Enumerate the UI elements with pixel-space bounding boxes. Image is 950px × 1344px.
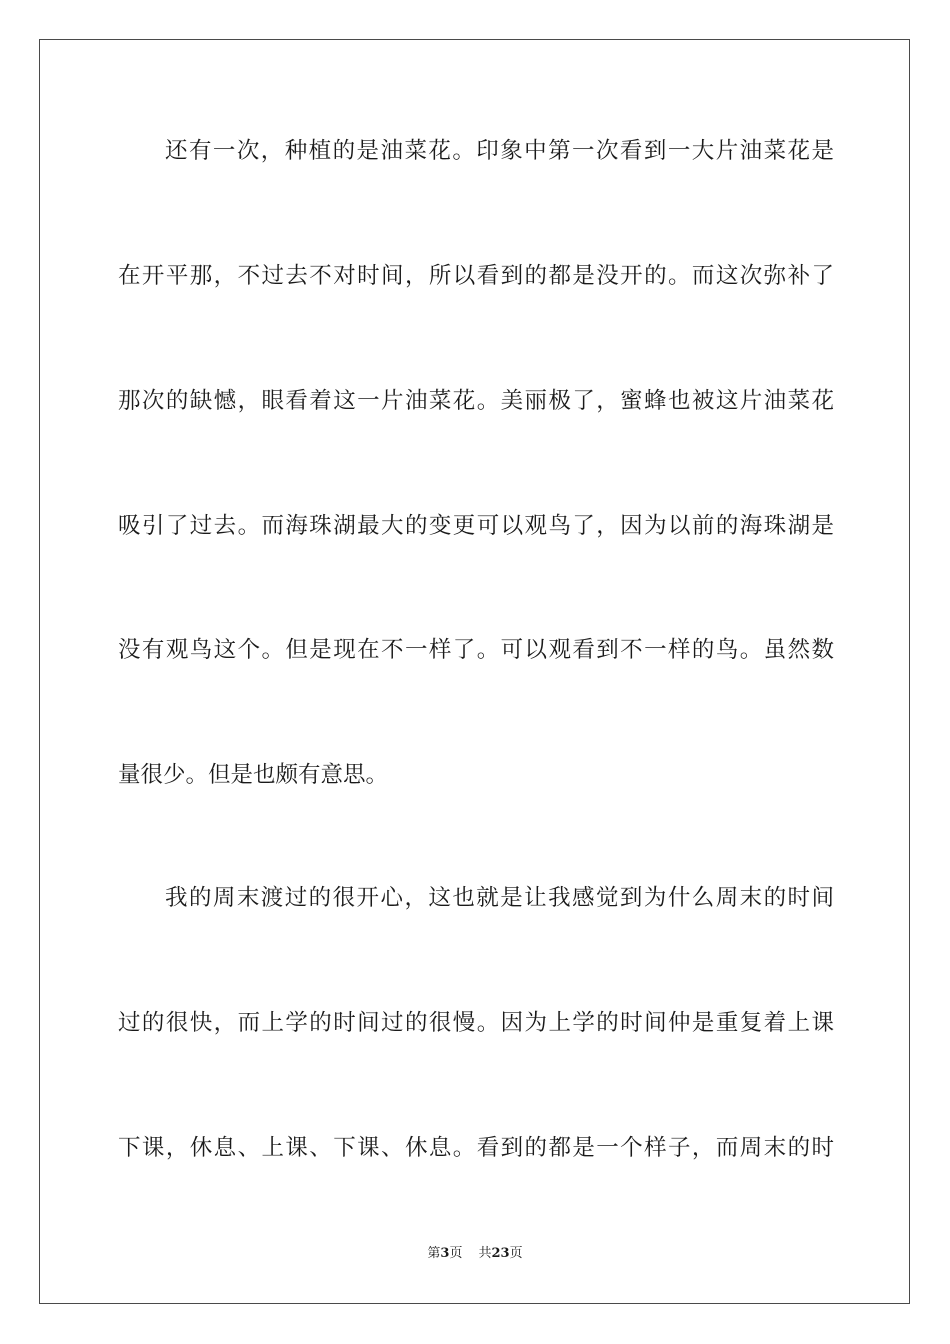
paragraph-line: 在开平那，不过去不对时间，所以看到的都是没开的。而这次弥补了 — [118, 263, 834, 289]
total-label-suffix: 页 — [509, 1246, 523, 1261]
current-page-number: 3 — [440, 1246, 450, 1261]
paragraph-line: 过的很快，而上学的时间过的很慢。因为上学的时间仲是重复着上课 — [118, 1010, 834, 1036]
page-border — [39, 39, 910, 1304]
page-label-suffix: 页 — [449, 1246, 463, 1261]
total-label-prefix: 共 — [478, 1246, 492, 1261]
paragraph-line: 下课，休息、上课、下课、休息。看到的都是一个样子，而周末的时 — [118, 1135, 834, 1161]
page-footer — [0, 1245, 950, 1263]
paragraph-line: 那次的缺憾，眼看着这一片油菜花。美丽极了，蜜蜂也被这片油菜花 — [118, 388, 834, 414]
total-pages-number: 23 — [491, 1246, 510, 1261]
paragraph-line: 还有一次，种植的是油菜花。印象中第一次看到一大片油菜花是 — [165, 138, 834, 164]
paragraph-line: 没有观鸟这个。但是现在不一样了。可以观看到不一样的鸟。虽然数 — [118, 637, 834, 663]
paragraph-line: 量很少。但是也颇有意思。 — [118, 762, 389, 788]
page-label-prefix: 第 — [427, 1246, 441, 1261]
paragraph-line: 吸引了过去。而海珠湖最大的变更可以观鸟了，因为以前的海珠湖是 — [118, 513, 834, 539]
paragraph-line: 我的周末渡过的很开心，这也就是让我感觉到为什么周末的时间 — [165, 885, 834, 911]
